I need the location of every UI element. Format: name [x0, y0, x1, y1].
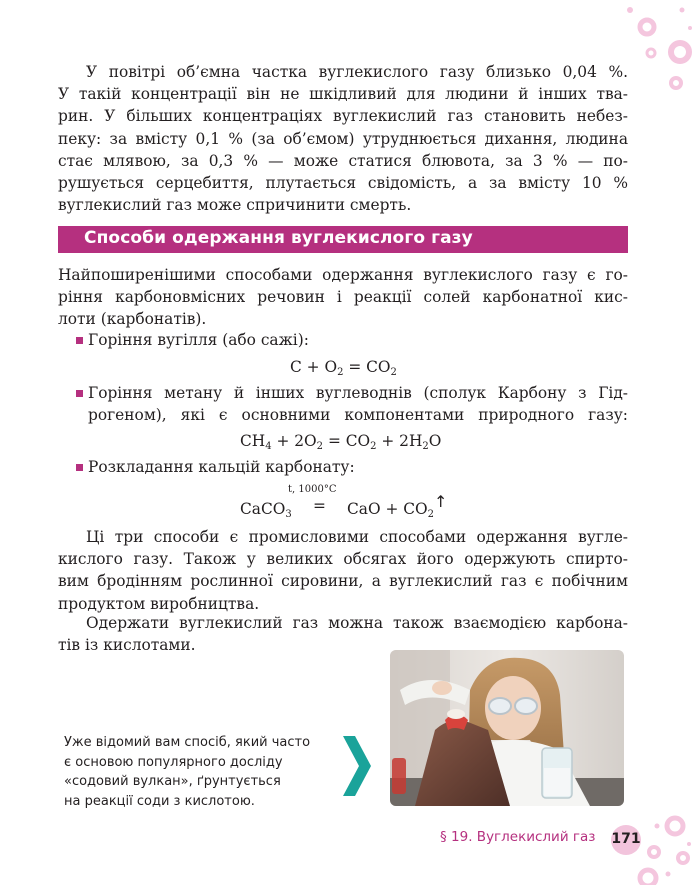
lead-line: Найпоширенішими способами одержання вуглекислого газу є го- [58, 266, 628, 284]
decor-dot [627, 7, 633, 13]
chevron-right-icon [339, 734, 373, 798]
caption-line: «содовий вулкан», ґрунтується [64, 774, 281, 789]
bullet-text: Горіння метану й інших вуглеводнів (сполук Карбону з Гід- [88, 384, 628, 402]
soda-volcano-photo [390, 650, 624, 806]
bullet-square-icon [76, 464, 83, 471]
gas-arrow-icon: ↑ [434, 492, 448, 511]
bullet-item-carbonate [88, 456, 628, 478]
decor-circle [667, 818, 683, 834]
summary-line: кислого газу. Також у великих обсягах його одержують спирто- [58, 550, 628, 569]
reaction-condition: t, 1000°C [288, 484, 337, 495]
caption-line: на реакції соди з кислотою. [64, 793, 255, 809]
decor-dot [666, 872, 671, 877]
lead-paragraph [58, 264, 628, 331]
lead-line: лоти (карбонатів). [58, 310, 207, 329]
section-heading-bar [58, 226, 628, 253]
caption-line: є основою популярного досліду [64, 754, 283, 770]
intro-line: пеку: за вмісту 0,1 % (за об’ємом) утруднюється дихання, людина [58, 129, 628, 148]
summary-paragraph [58, 526, 628, 615]
formula-equals: = [313, 497, 326, 515]
intro-line: У такій концентрації він не шкідливий для людини й інших тва- [58, 85, 628, 104]
formula-products: CaO + $CO_2↑$ [347, 492, 448, 520]
caption-line: Уже відомий вам спосіб, який часто [64, 735, 311, 750]
summary-line: Ці три способи є промисловими способами одержання вугле- [86, 528, 628, 546]
decor-dot [680, 8, 685, 13]
bullet-square-icon [76, 337, 83, 344]
intro-line: рушується серцебиття, плутається свідомість, а за вмісту 10 % [58, 174, 628, 193]
decor-dot [655, 824, 660, 829]
decor-dot [687, 842, 691, 846]
bullet-item-coal [88, 329, 628, 351]
decor-circle [647, 49, 655, 57]
bullet-item-methane [88, 382, 628, 426]
intro-line: рин. У більших концентраціях вуглекислий газ становить небез- [58, 107, 628, 126]
bullet-square-icon [76, 390, 83, 397]
bullet-text: Горіння вугілля (або сажі): [88, 331, 309, 349]
decor-circle [649, 847, 659, 857]
decor-dot [688, 26, 692, 30]
summary-line: продуктом виробництва. [58, 594, 260, 613]
formula-methane-combustion: $CH_4 + 2O_2 = CO_2 + 2H_2O$ [240, 432, 442, 452]
footer-section-title: § 19. Вуглекислий газ [440, 829, 596, 845]
decor-circle [640, 20, 654, 34]
decor-circle [671, 43, 689, 61]
intro-paragraph [58, 61, 628, 216]
lead-line: ріння карбоновмісних речовин і реакції солей карбонатної кис- [58, 288, 628, 307]
formula-coal-combustion: $C + O_2 = CO_2$ [290, 358, 397, 378]
acid-line: Одержати вуглекислий газ можна також взаємодією карбона- [86, 614, 628, 632]
section-heading: Способи одержання вуглекислого газу [84, 228, 473, 248]
acid-line: тів із кислотами. [58, 636, 196, 655]
photo-caption [64, 733, 344, 811]
decor-circle [678, 853, 688, 863]
bullet-text: рогеном), які є основними компонентами природного газу: [88, 406, 628, 425]
intro-line: У повітрі об’ємна частка вуглекислого газу близько 0,04 %. [86, 63, 628, 81]
formula-reactant: CaCO$_3$ [240, 500, 292, 520]
intro-line: вуглекислий газ може спричинити смерть. [58, 196, 412, 215]
intro-line: стає млявою, за 0,3 % — може статися блювота, за 3 % — по- [58, 151, 628, 170]
decor-circle [640, 870, 656, 885]
summary-line: вим бродінням рослинної сировини, а вуглекислий газ є побічним [58, 572, 628, 591]
page-number: 171 [611, 831, 641, 847]
bullet-text: Розкладання кальцій карбонату: [88, 458, 355, 476]
decor-circle [671, 78, 681, 88]
